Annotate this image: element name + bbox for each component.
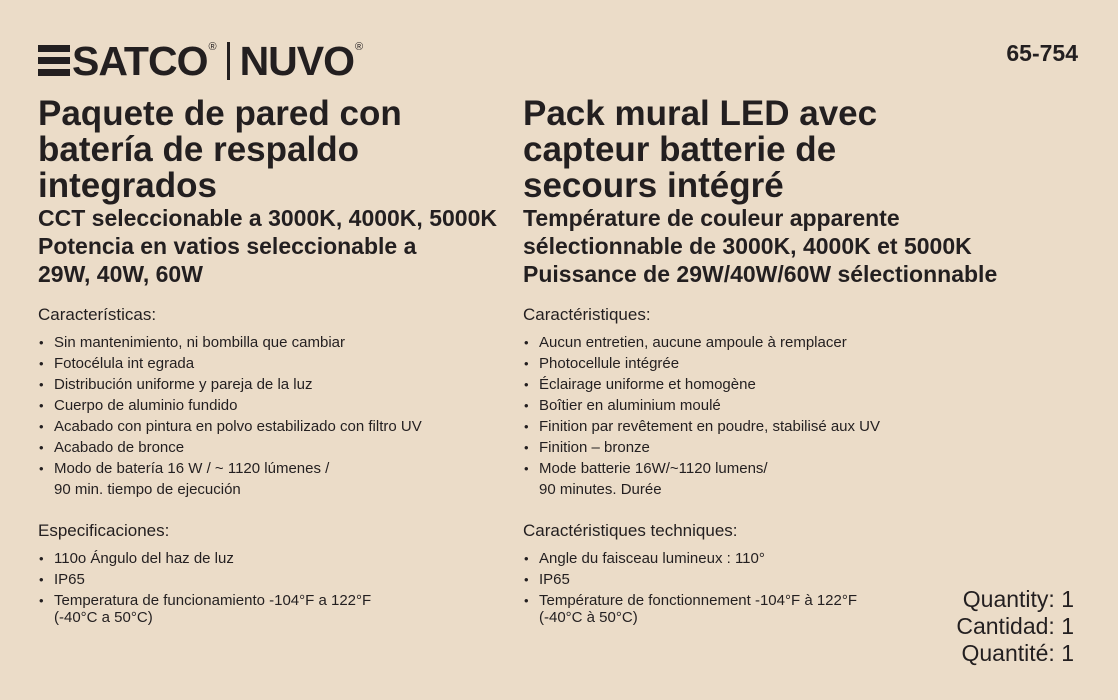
es-specs-heading: Especificaciones:	[38, 521, 170, 540]
list-item: • Fotocélula int egrada	[38, 353, 508, 374]
list-item-text: Mode batterie 16W/~1120 lumens/	[539, 460, 768, 477]
list-item: • Angle du faisceau lumineux : 110°	[523, 548, 1023, 569]
fr-subtitle-line: sélectionnable de 3000K, 4000K et 5000K	[523, 233, 972, 259]
es-subtitle-line: Potencia en vatios seleccionable a	[38, 233, 417, 259]
list-item-text: Temperatura de funcionamiento -104°F a 122°F	[54, 592, 372, 609]
quantity-fr: Quantité: 1	[961, 640, 1074, 666]
list-item: • Cuerpo de aluminio fundido	[38, 395, 508, 416]
list-item: • IP65	[523, 569, 1023, 590]
list-item: • Acabado con pintura en polvo estabilizado con filtro UV	[38, 416, 508, 437]
logo-reg-mark: ®	[208, 41, 217, 53]
fr-specs-list	[523, 548, 1023, 626]
es-title-line: integrados	[38, 166, 217, 205]
logo-divider	[227, 42, 230, 80]
fr-title-line: capteur batterie de	[523, 130, 837, 169]
list-item-continuation: (-40°C à 50°C)	[539, 609, 638, 626]
fr-features-heading: Caractéristiques:	[523, 305, 651, 324]
list-item-text: Température de fonctionnement -104°F à 122°F	[539, 592, 858, 609]
fr-specs-heading: Caractéristiques techniques:	[523, 521, 738, 540]
list-item-continuation: 90 min. tiempo de ejecución	[54, 481, 241, 498]
list-item	[38, 590, 508, 626]
list-item: • Photocellule intégrée	[523, 353, 1023, 374]
es-subtitle-line: CCT seleccionable a 3000K, 4000K, 5000K	[38, 205, 497, 231]
fr-title-line: Pack mural LED avec	[523, 94, 878, 133]
quantity-es: Cantidad: 1	[956, 613, 1074, 639]
list-item-continuation: (-40°C a 50°C)	[54, 609, 153, 626]
logo-reg-mark: ®	[355, 41, 364, 53]
list-item: • Acabado de bronce	[38, 437, 508, 458]
quantity-block	[956, 586, 1074, 667]
list-item: • Finition – bronze	[523, 437, 1023, 458]
logo-nuvo: NUVO	[239, 38, 355, 84]
list-item: • 110o Ángulo del haz de luz	[38, 548, 508, 569]
es-title-line: batería de respaldo	[38, 130, 359, 169]
list-item	[523, 458, 1023, 500]
list-item-continuation: 90 minutes. Durée	[539, 481, 662, 498]
list-item: • Éclairage uniforme et homogène	[523, 374, 1023, 395]
es-subtitle-line: 29W, 40W, 60W	[38, 261, 203, 287]
list-item: • Aucun entretien, aucune ampoule à remplacer	[523, 332, 1023, 353]
list-item: • IP65	[38, 569, 508, 590]
logo-satco: SATCO	[72, 38, 208, 84]
fr-features-list	[523, 332, 1023, 500]
fr-subtitle-line: Puissance de 29W/40W/60W sélectionnable	[523, 261, 998, 287]
brand-logo	[38, 40, 363, 82]
model-number: 65-754	[1006, 40, 1078, 66]
satco-s-mark-icon	[38, 41, 70, 81]
quantity-en: Quantity: 1	[962, 586, 1074, 612]
list-item	[38, 458, 508, 500]
list-item: • Distribución uniforme y pareja de la luz	[38, 374, 508, 395]
fr-subtitle-line: Température de couleur apparente	[523, 205, 900, 231]
list-item-text: Modo de batería 16 W / ~ 1120 lúmenes /	[54, 460, 330, 477]
list-item: • Finition par revêtement en poudre, stabilisé aux UV	[523, 416, 1023, 437]
list-item: • Sin mantenimiento, ni bombilla que cambiar	[38, 332, 508, 353]
fr-title-line: secours intégré	[523, 166, 784, 205]
es-specs-list	[38, 548, 508, 626]
french-column	[523, 96, 1023, 626]
es-title-line: Paquete de pared con	[38, 94, 402, 133]
list-item	[523, 590, 1023, 626]
es-features-heading: Características:	[38, 305, 157, 324]
es-features-list	[38, 332, 508, 500]
list-item: • Boîtier en aluminium moulé	[523, 395, 1023, 416]
spanish-column	[38, 96, 508, 626]
